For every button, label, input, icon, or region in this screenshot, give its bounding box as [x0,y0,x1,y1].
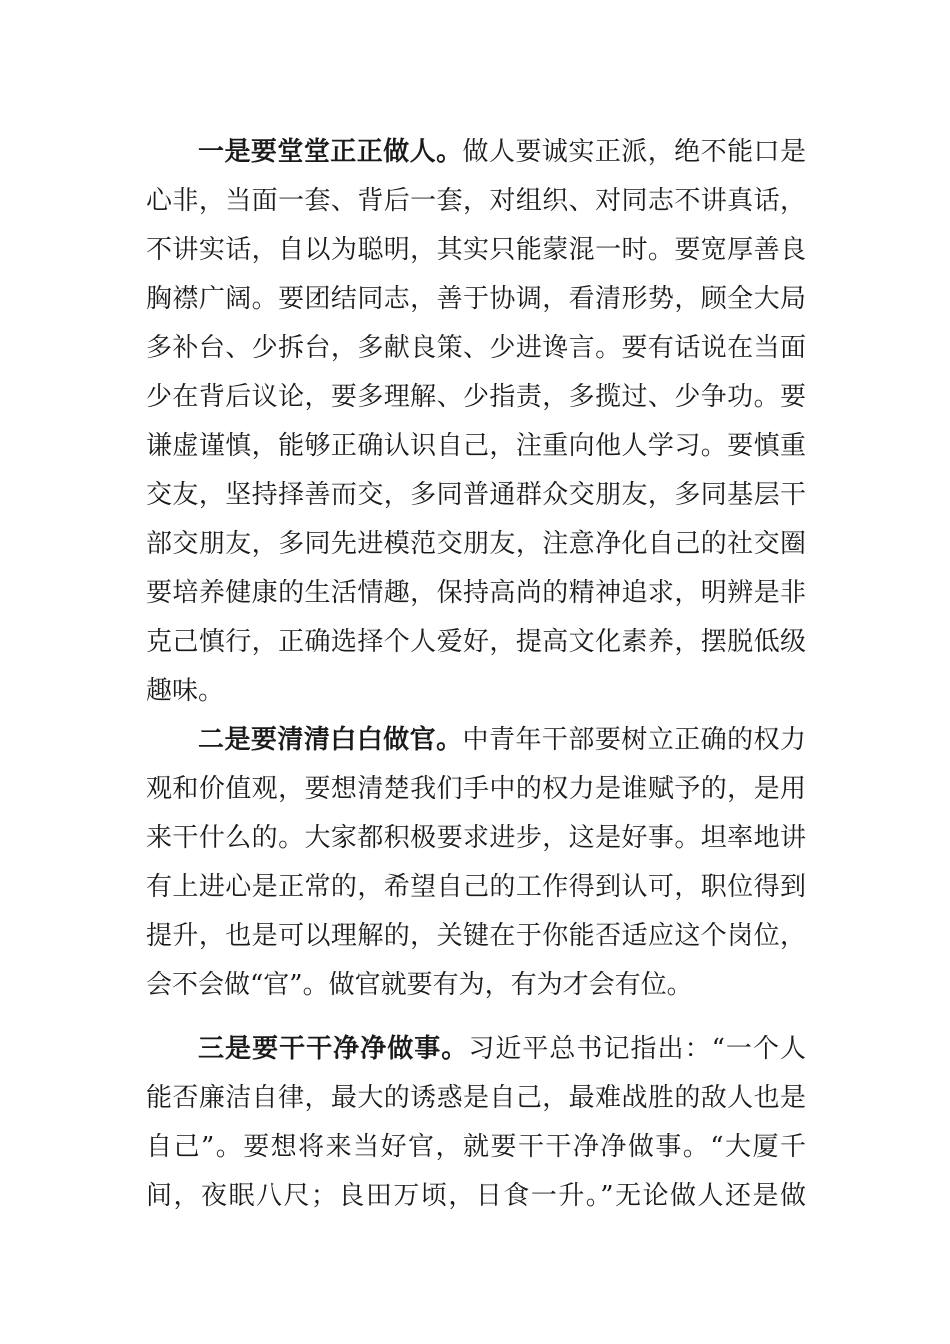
paragraph-1-line-8: 交友，坚持择善而交，多同普通群众交朋友，多同基层干 [146,480,806,510]
paragraph-2-line-3: 来干什么的。大家都积极要求进步，这是好事。坦率地讲 [146,823,806,853]
paragraph-1-lead: 一是要堂堂正正做人。 [198,137,463,167]
paragraph-3-line-4: 间，夜眠八尺；良田万顷，日食一升。”无论做人还是做 [146,1181,806,1211]
paragraph-3-lead: 三是要干干净净做事。 [198,1034,469,1064]
paragraph-1-line-4: 胸襟广阔。要团结同志，善于协调，看清形势，顾全大局 [146,284,806,314]
paragraph-1-line-6: 少在背后议论，要多理解、少指责，多揽过、少争功。要 [146,382,806,412]
paragraph-1-line-10: 要培养健康的生活情趣，保持高尚的精神追求，明辨是非 [146,578,806,608]
paragraph-3-line-3: 自己”。要想将来当好官，就要干干净净做事。“大厦千 [146,1132,806,1162]
paragraph-2-line-4: 有上进心是正常的，希望自己的工作得到认可，职位得到 [146,872,806,902]
paragraph-2-line-6: 会不会做“官”。做官就要有为，有为才会有位。 [146,970,693,1000]
paragraph-2-text: 中青年干部要树立正确的权力 [462,725,806,755]
paragraph-1-line-7: 谦虚谨慎，能够正确认识自己，注重向他人学习。要慎重 [146,431,806,461]
paragraph-3-text: 习近平总书记指出：“一个人 [468,1034,806,1064]
paragraph-1-line-3: 不讲实话，自以为聪明，其实只能蒙混一时。要宽厚善良 [146,235,806,265]
paragraph-1-text: 做人要诚实正派，绝不能口是 [462,137,806,167]
paragraph-2-line-1 [198,716,806,764]
paragraph-2-line-5: 提升，也是可以理解的，关键在于你能否适应这个岗位， [146,921,806,951]
paragraph-3-line-1 [198,1025,806,1073]
paragraph-2-line-2: 观和价值观，要想清楚我们手中的权力是谁赋予的，是用 [146,774,806,804]
paragraph-1-line-9: 部交朋友，多同先进模范交朋友，注意净化自己的社交圈 [146,529,806,559]
paragraph-1-line-1 [198,128,806,176]
paragraph-1-line-5: 多补台、少拆台，多献良策、少进谗言。要有话说在当面 [146,333,806,363]
paragraph-2-lead: 二是要清清白白做官。 [198,725,463,755]
paragraph-1-line-2: 心非，当面一套、背后一套，对组织、对同志不讲真话， [146,186,806,216]
paragraph-1-line-12: 趣味。 [146,676,225,706]
paragraph-3-line-2: 能否廉洁自律，最大的诱惑是自己，最难战胜的敌人也是 [146,1083,806,1113]
paragraph-1-line-11: 克己慎行，正确选择个人爱好，提高文化素养，摆脱低级 [146,627,806,657]
